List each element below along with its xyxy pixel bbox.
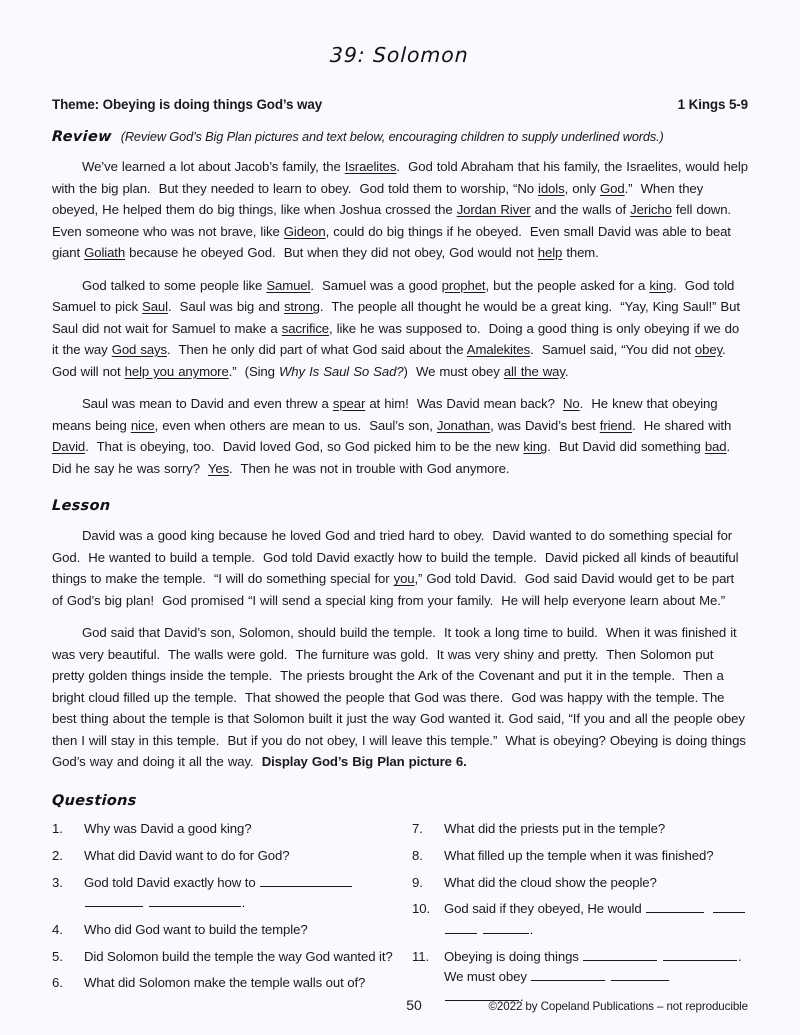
question-number: 9. bbox=[412, 874, 423, 890]
review-heading: Review bbox=[51, 129, 113, 145]
answer-blank[interactable] bbox=[663, 947, 737, 961]
review-paragraph-1: We’ve learned a lot about Jacob’s family, the Israelites. God told Abraham that his family, the Israelites, would help with the big plan. But they needed to learn to obey. God told them to worship, “No idols, only God.” When they obeyed, He helped them do big things, like when Joshua crossed the Jordan River and the walls of Jericho fell down. Even someone who was not brave, like Gideon, could do big things if he obeyed. Even small David was able to beat giant Goliath because he obeyed God. But when they did not obey, God would not help them. bbox=[52, 159, 748, 261]
question-item bbox=[52, 973, 400, 993]
answer-blank[interactable] bbox=[646, 900, 704, 914]
question-text: God said if they obeyed, He would bbox=[444, 901, 642, 917]
question-number: 5. bbox=[52, 948, 63, 964]
question-number: 7. bbox=[412, 820, 423, 836]
question-text: What did the priests put in the temple? bbox=[444, 820, 666, 836]
lesson-heading: Lesson bbox=[51, 498, 111, 515]
answer-blank[interactable] bbox=[85, 893, 143, 907]
lesson-heading-row bbox=[52, 497, 748, 515]
scripture-reference: 1 Kings 5-9 bbox=[677, 97, 748, 112]
answer-blank[interactable] bbox=[583, 947, 657, 961]
theme-label: Theme: Obeying is doing things God’s way bbox=[52, 97, 323, 112]
question-text: Did Solomon build the temple the way God wanted it? bbox=[84, 948, 393, 964]
lesson-paragraph-2: God said that David’s son, Solomon, should build the temple. It took a long time to build. When it was finished it was very beautiful. The walls were gold. The furniture was gold. It was very shiny and pretty. Then Solomon put pretty golden things inside the temple. The priests brought the Ark of the Covenant and put it in the temple. Then a bright cloud filled up the temple. That showed the people that God was there. God was happy with the temple. The best thing about the temple is that Solomon built it just the way God wanted it. God said, “If you and all the people obey then I will stay in this temple. But if you do not obey, I will leave this temple.” What is obeying? Obeying is doing things God’s way and doing it all the way. Display God’s Big Plan picture 6. bbox=[52, 625, 746, 770]
questions-left-column bbox=[52, 819, 400, 1014]
review-instruction-note: (Review God’s Big Plan pictures and text below, encouraging children to supply underlined words.) bbox=[120, 129, 664, 144]
answer-blank[interactable] bbox=[445, 920, 477, 934]
question-number: 3. bbox=[52, 874, 63, 890]
review-paragraph-2: God talked to some people like Samuel. Samuel was a good prophet, but the people asked for a king. God told Samuel to pick Saul. Saul was big and strong. The people all thought he would be a great king. “Yay, King Saul!” But Saul did not wait for Samuel to make a sacrifice, like he was supposed to. Doing a good thing is only obeying if we do it the way God says. Then he only did part of what God said about the Amalekites. Samuel said, “You did not obey. God will not help you anymore.” (Sing Why Is Saul So Sad?) We must obey all the way. bbox=[52, 277, 740, 379]
question-item bbox=[412, 819, 748, 839]
question-item bbox=[52, 819, 400, 839]
page-footer bbox=[52, 997, 748, 1013]
question-number: 10. bbox=[412, 901, 431, 917]
question-item bbox=[52, 873, 400, 914]
question-item bbox=[52, 846, 400, 866]
question-item bbox=[52, 947, 400, 967]
question-list-right bbox=[412, 819, 748, 1008]
copyright-notice: ©2022 by Copeland Publications – not reproducible bbox=[488, 1000, 748, 1013]
page-number: 50 bbox=[406, 997, 422, 1013]
question-continuation-text: We must obey bbox=[444, 968, 527, 984]
question-item bbox=[52, 920, 400, 940]
question-continuation-text-after: . bbox=[520, 989, 524, 1005]
question-text: Obeying is doing things bbox=[444, 948, 579, 964]
question-text: Why was David a good king? bbox=[84, 820, 252, 836]
question-list-left bbox=[52, 819, 400, 994]
page-title: 39: Solomon bbox=[329, 43, 470, 67]
question-number: 8. bbox=[412, 847, 423, 863]
question-continuation bbox=[84, 893, 400, 913]
lesson-paragraph-1: David was a good king because he loved God and tried hard to obey. David wanted to do something special for God. He wanted to build a temple. God told David exactly how to build the temple. David picked all kinds of beautiful things to make the temple. “I will do something special for you,” God told David. God said David would get to be part of God’s big plan! God promised “I will send a special king from your family. He will help everyone learn about Me.” bbox=[52, 528, 739, 608]
answer-blank[interactable] bbox=[483, 920, 529, 934]
question-text: What did David want to do for God? bbox=[84, 847, 290, 863]
question-text-after: . bbox=[737, 948, 742, 964]
review-paragraph-3: Saul was mean to David and even threw a spear at him! Was David mean back? No. He knew that obeying means being nice, even when others are mean to us. Saul’s son, Jonathan, was David’s best friend. He shared with David. That is obeying, too. David loved God, so God picked him to be the new king. But David did something bad. Did he say he was sorry? Yes. Then he was not in trouble with God anymore. bbox=[52, 396, 732, 476]
answer-blank[interactable] bbox=[531, 967, 605, 981]
answer-blank[interactable] bbox=[149, 893, 241, 907]
question-number: 1. bbox=[52, 820, 63, 836]
questions-right-column bbox=[400, 819, 748, 1014]
question-number: 4. bbox=[52, 921, 63, 937]
question-number: 2. bbox=[52, 847, 63, 863]
questions-section bbox=[52, 819, 748, 1014]
questions-heading: Questions bbox=[51, 792, 138, 809]
question-text: Who did God want to build the temple? bbox=[84, 921, 308, 937]
theme-row bbox=[52, 97, 748, 112]
question-continuation bbox=[444, 920, 748, 940]
question-number: 6. bbox=[52, 975, 63, 991]
answer-blank[interactable] bbox=[260, 873, 352, 887]
question-text-after: . bbox=[241, 894, 246, 910]
answer-blank[interactable] bbox=[713, 900, 745, 914]
answer-blank[interactable] bbox=[611, 967, 669, 981]
question-item bbox=[412, 899, 748, 940]
review-heading-row bbox=[52, 129, 748, 145]
question-text-after: . bbox=[529, 921, 534, 937]
questions-heading-row bbox=[52, 792, 748, 810]
question-number: 11. bbox=[412, 948, 430, 964]
question-text: What did the cloud show the people? bbox=[444, 874, 657, 890]
question-item bbox=[412, 873, 748, 893]
question-text: What did Solomon make the temple walls out of? bbox=[84, 975, 366, 991]
question-text: What filled up the temple when it was finished? bbox=[444, 847, 714, 863]
question-item bbox=[412, 846, 748, 866]
question-text: God told David exactly how to bbox=[84, 874, 256, 890]
